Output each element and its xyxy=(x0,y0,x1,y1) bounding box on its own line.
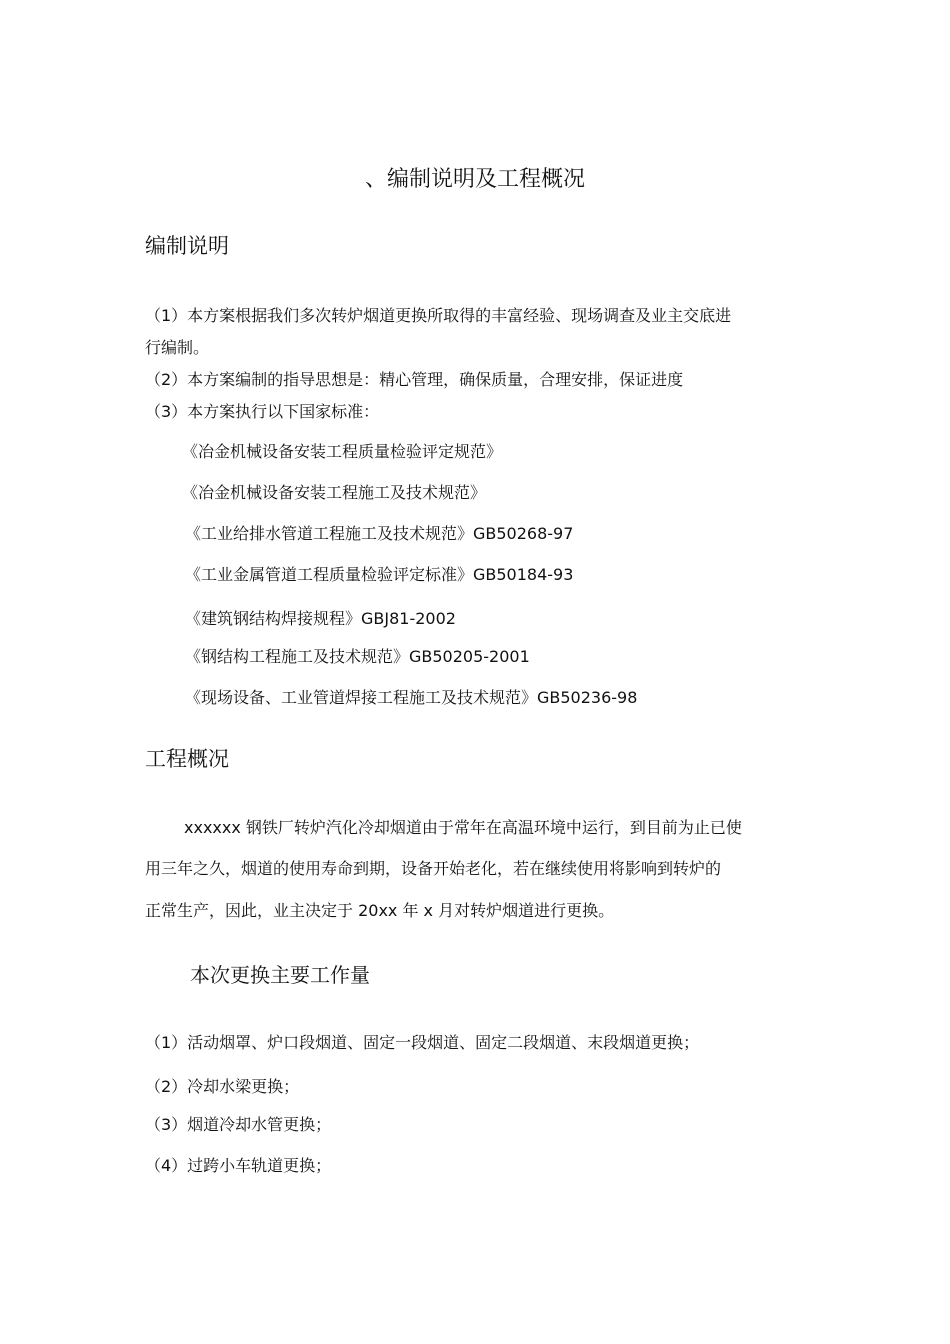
work-item: （1）活动烟罩、炉口段烟道、固定一段烟道、固定二段烟道、末段烟道更换； xyxy=(145,1033,700,1052)
item-2: （2）本方案编制的指导思想是：精心管理，确保质量，合理安排，保证进度 xyxy=(145,370,684,389)
workload-subheading: 本次更换主要工作量 xyxy=(190,963,370,987)
overview-paragraph-line-1: xxxxxx 钢铁厂转炉汽化冷却烟道由于常年在高温环境中运行，到目前为止已使 xyxy=(184,818,742,837)
standard-item: 《冶金机械设备安装工程质量检验评定规范》 xyxy=(182,442,503,461)
item-1-line-2: 行编制。 xyxy=(145,338,210,357)
standard-item: 《工业给排水管道工程施工及技术规范》GB50268-97 xyxy=(185,524,574,543)
item-3: （3）本方案执行以下国家标准： xyxy=(145,402,380,421)
work-item: （2）冷却水梁更换； xyxy=(145,1077,300,1096)
standard-item: 《建筑钢结构焊接规程》GBJ81-2002 xyxy=(185,609,456,628)
overview-paragraph-line-3: 正常生产，因此，业主决定于 20xx 年 x 月对转炉烟道进行更换。 xyxy=(145,901,615,920)
standard-item: 《工业金属管道工程质量检验评定标准》GB50184-93 xyxy=(185,565,574,584)
section-heading-compilation: 编制说明 xyxy=(145,234,229,258)
overview-paragraph-line-2: 用三年之久，烟道的使用寿命到期，设备开始老化，若在继续使用将影响到转炉的 xyxy=(145,859,722,878)
document-title: 、编制说明及工程概况 xyxy=(364,167,585,192)
section-heading-overview: 工程概况 xyxy=(145,747,229,771)
standard-item: 《现场设备、工业管道焊接工程施工及技术规范》GB50236-98 xyxy=(185,688,638,707)
work-item: （4）过跨小车轨道更换； xyxy=(145,1156,332,1175)
standard-item: 《冶金机械设备安装工程施工及技术规范》 xyxy=(182,483,487,502)
item-1-line-1: （1）本方案根据我们多次转炉烟道更换所取得的丰富经验、现场调查及业主交底进 xyxy=(145,306,732,325)
work-item: （3）烟道冷却水管更换； xyxy=(145,1115,332,1134)
standard-item: 《钢结构工程施工及技术规范》GB50205-2001 xyxy=(185,647,530,666)
